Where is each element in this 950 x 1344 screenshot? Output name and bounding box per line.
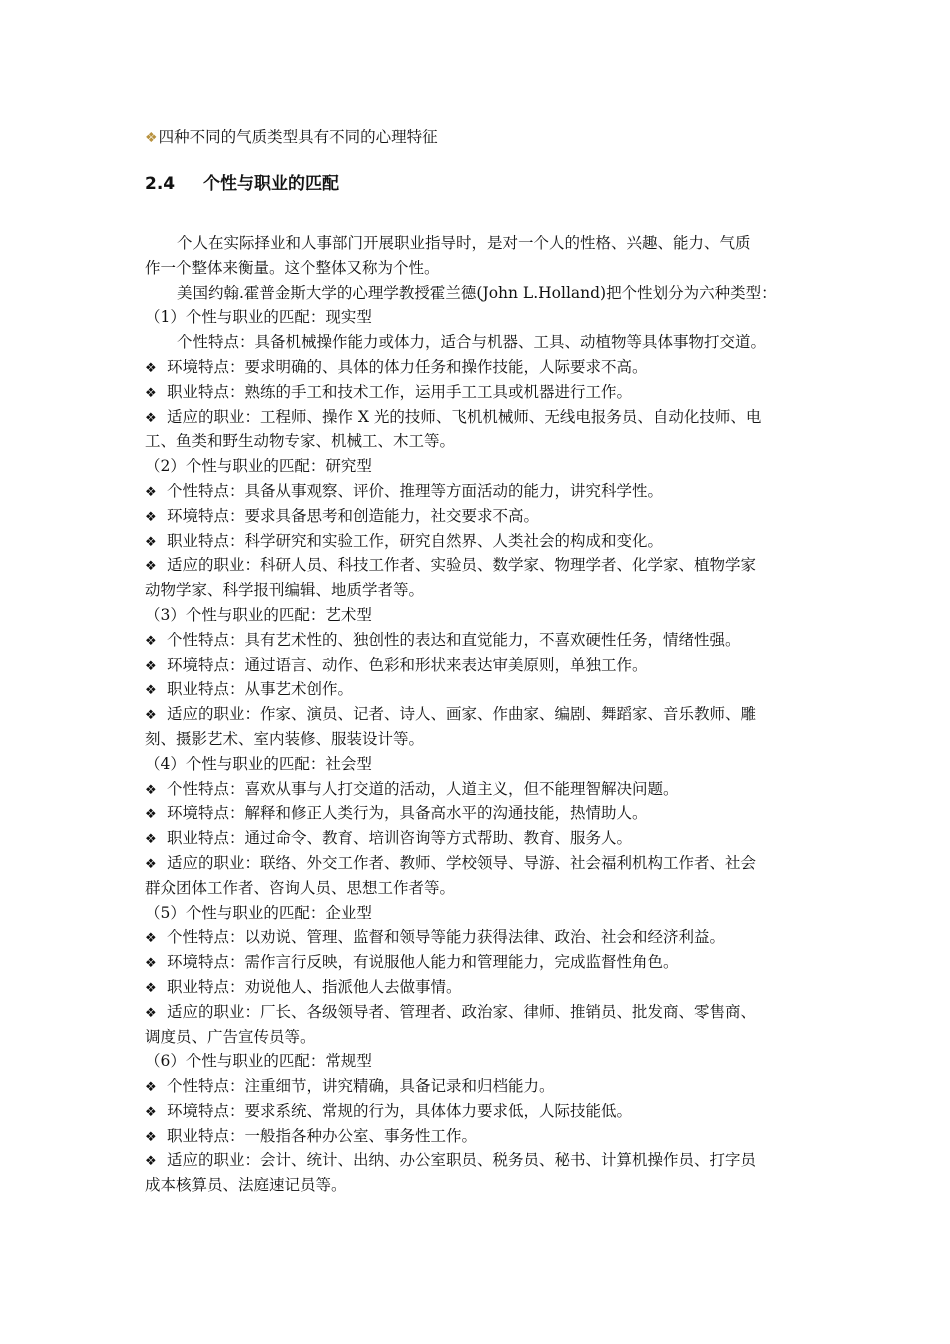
trait-text: 个性特点：以劝说、管理、监督和领导等能力获得法律、政治、社会和经济利益。 <box>167 928 726 947</box>
env-text: 环境特点：需作言行反映，有说服他人能力和管理能力，完成监督性角色。 <box>167 953 679 972</box>
list-item <box>145 851 810 876</box>
heading-number: 2.4 <box>145 174 176 194</box>
diamond-bullet-icon: ❖ <box>145 385 157 401</box>
section-title: （3）个性与职业的匹配：艺术型 <box>145 605 372 624</box>
trait-text: 个性特点：具备从事观察、评价、推理等方面活动的能力，讲究科学性。 <box>167 481 664 500</box>
list-item <box>145 653 810 678</box>
job-text: 职业特点：通过命令、教育、培训咨询等方式帮助、教育、服务人。 <box>167 829 633 848</box>
diamond-bullet-icon: ❖ <box>145 832 157 848</box>
diamond-bullet-icon: ❖ <box>145 534 157 550</box>
trait-text: 个性特点：喜欢从事与人打交道的活动，人道主义，但不能理智解决问题。 <box>167 779 679 798</box>
diamond-bullet-icon: ❖ <box>145 559 157 575</box>
list-item <box>145 529 810 554</box>
env-text: 环境特点：通过语言、动作、色彩和形状来表达审美原则，单独工作。 <box>167 655 648 674</box>
list-item <box>145 677 810 702</box>
diamond-bullet-icon: ❖ <box>145 683 157 699</box>
trait-text: 个性特点：注重细节，讲究精确，具备记录和归档能力。 <box>167 1077 555 1096</box>
job-text: 职业特点：一般指各种办公室、事务性工作。 <box>167 1126 478 1145</box>
list-item <box>145 950 810 975</box>
paragraph-line: 个人在实际择业和人事部门开展职业指导时，是对一个人的性格、兴趣、能力、气质 <box>177 234 751 252</box>
list-item <box>145 1000 810 1025</box>
fit-continuation: 群众团体工作者、咨询人员、思想工作者等。 <box>145 878 456 897</box>
list-item <box>145 504 810 529</box>
env-text: 环境特点：解释和修正人类行为，具备高水平的沟通技能，热情助人。 <box>167 804 648 823</box>
list-item <box>145 801 810 826</box>
job-text: 职业特点：从事艺术创作。 <box>167 680 354 699</box>
list-item <box>145 1124 810 1149</box>
fit-continuation: 调度员、广告宣传员等。 <box>145 1027 316 1046</box>
env-text: 环境特点：要求具备思考和创造能力，社交要求不高。 <box>167 506 540 525</box>
env-text: 环境特点：要求明确的、具体的体力任务和操作技能，人际要求不高。 <box>167 357 648 376</box>
fit-text: 适应的职业：会计、统计、出纳、办公室职员、税务员、秘书、计算机操作员、打字员 <box>167 1151 757 1170</box>
job-text: 职业特点：科学研究和实验工作，研究自然界、人类社会的构成和变化。 <box>167 531 664 550</box>
list-item <box>145 380 810 405</box>
list-item <box>145 777 810 802</box>
section-title: （5）个性与职业的匹配：企业型 <box>145 903 372 922</box>
paragraph-line: 作一个整体来衡量。这个整体又称为个性。 <box>145 258 440 277</box>
list-item <box>145 1099 810 1124</box>
diamond-bullet-icon: ❖ <box>145 1005 157 1021</box>
fit-text: 适应的职业：作家、演员、记者、诗人、画家、作曲家、编剧、舞蹈家、音乐教师、雕 <box>167 705 757 724</box>
list-item <box>145 1148 810 1173</box>
list-item <box>145 355 810 380</box>
env-text: 环境特点：要求系统、常规的行为，具体体力要求低，人际技能低。 <box>167 1101 633 1120</box>
section-title: （2）个性与职业的匹配：研究型 <box>145 457 372 476</box>
diamond-bullet-icon: ❖ <box>145 410 157 426</box>
trait-line: 个性特点：具备机械操作能力或体力，适合与机器、工具、动植物等具体事物打交道。 <box>177 333 767 352</box>
list-item <box>145 925 810 950</box>
fit-text: 适应的职业：厂长、各级领导者、管理者、政治家、律师、推销员、批发商、零售商、 <box>167 1002 757 1021</box>
list-item <box>145 553 810 578</box>
job-text: 职业特点：熟练的手工和技术工作，运用手工工具或机器进行工作。 <box>167 382 633 401</box>
diamond-bullet-icon: ❖ <box>145 360 157 376</box>
section-title: （4）个性与职业的匹配：社会型 <box>145 754 372 773</box>
fit-continuation: 动物学家、科学报刊编辑、地质学者等。 <box>145 581 425 600</box>
list-item <box>145 702 810 727</box>
diamond-bullet-icon: ❖ <box>145 658 157 674</box>
diamond-bullet-icon: ❖ <box>145 633 157 649</box>
diamond-bullet-icon: ❖ <box>145 956 157 972</box>
diamond-bullet-icon: ❖ <box>145 931 157 947</box>
trait-text: 个性特点：具有艺术性的、独创性的表达和直觉能力，不喜欢硬性任务，情绪性强。 <box>167 630 741 649</box>
diamond-bullet-icon: ❖ <box>145 1104 157 1120</box>
list-item <box>145 479 810 504</box>
diamond-bullet-icon: ❖ <box>145 1154 157 1170</box>
section-title: （6）个性与职业的匹配：常规型 <box>145 1052 372 1071</box>
section-title: （1）个性与职业的匹配：现实型 <box>145 308 372 327</box>
diamond-bullet-icon: ❖ <box>145 130 158 146</box>
paragraph-line: 美国约翰.霍普金斯大学的心理学教授霍兰德(John L.Holland)把个性划分为六种类型： <box>177 283 777 302</box>
fit-continuation: 工、鱼类和野生动物专家、机械工、木工等。 <box>145 432 456 451</box>
section-heading <box>145 172 339 196</box>
list-item <box>145 975 810 1000</box>
diamond-bullet-icon: ❖ <box>145 509 157 525</box>
list-item <box>145 405 810 430</box>
heading-title: 个性与职业的匹配 <box>203 174 339 194</box>
diamond-bullet-icon: ❖ <box>145 782 157 798</box>
fit-text: 适应的职业：科研人员、科技工作者、实验员、数学家、物理学者、化学家、植物学家 <box>167 556 757 575</box>
diamond-bullet-icon: ❖ <box>145 484 157 500</box>
intro-line <box>145 126 438 149</box>
intro-text: 四种不同的气质类型具有不同的心理特征 <box>158 128 438 146</box>
list-item <box>145 826 810 851</box>
fit-continuation: 刻、摄影艺术、室内装修、服装设计等。 <box>145 729 425 748</box>
diamond-bullet-icon: ❖ <box>145 1080 157 1096</box>
fit-text: 适应的职业：联络、外交工作者、教师、学校领导、导游、社会福利机构工作者、社会 <box>167 853 757 872</box>
diamond-bullet-icon: ❖ <box>145 807 157 823</box>
diamond-bullet-icon: ❖ <box>145 980 157 996</box>
list-item <box>145 1074 810 1099</box>
fit-text: 适应的职业：工程师、操作 X 光的技师、飞机机械师、无线电报务员、自动化技师、电 <box>167 407 762 426</box>
fit-continuation: 成本核算员、法庭速记员等。 <box>145 1176 347 1195</box>
job-text: 职业特点：劝说他人、指派他人去做事情。 <box>167 977 462 996</box>
diamond-bullet-icon: ❖ <box>145 1129 157 1145</box>
body-text <box>145 231 810 1198</box>
list-item <box>145 628 810 653</box>
diamond-bullet-icon: ❖ <box>145 708 157 724</box>
diamond-bullet-icon: ❖ <box>145 856 157 872</box>
